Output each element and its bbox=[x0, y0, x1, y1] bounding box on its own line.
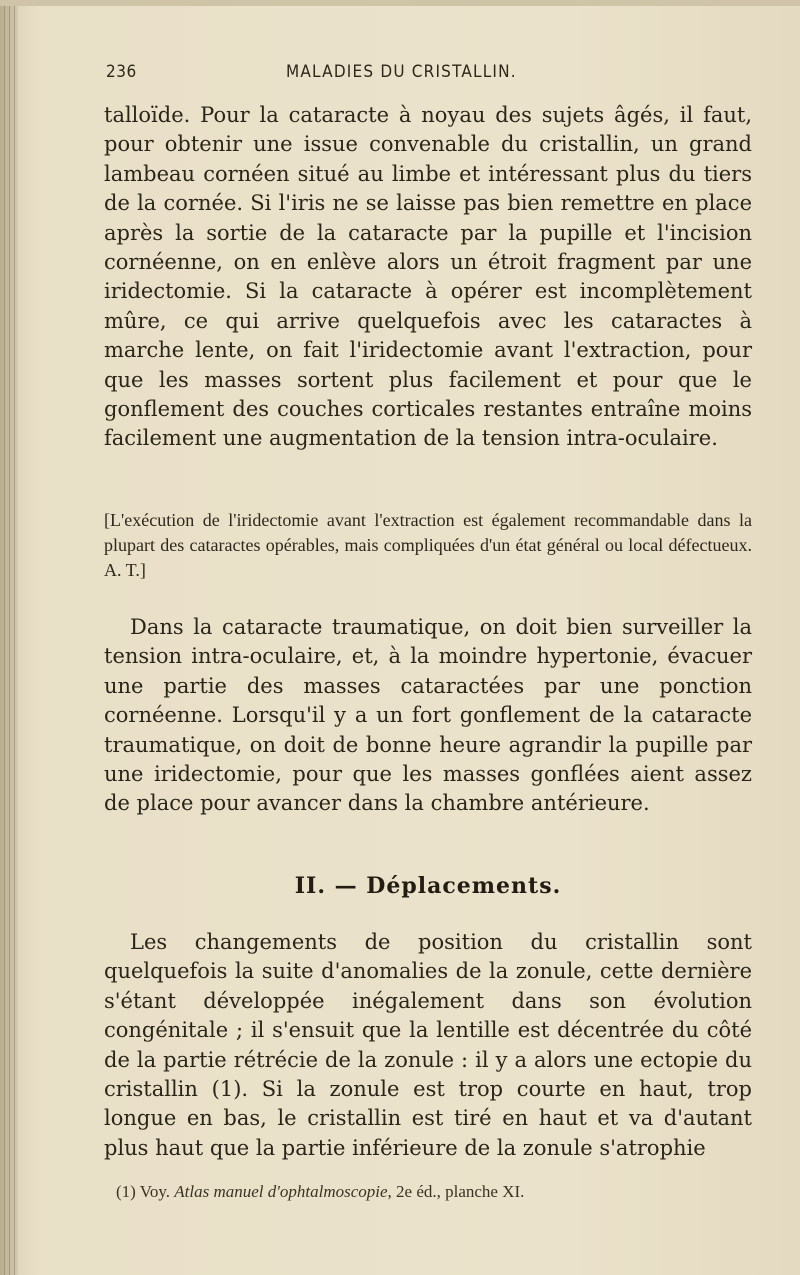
page-number: 236 bbox=[106, 62, 137, 82]
footnote-title: Atlas manuel d'ophtalmoscopie bbox=[174, 1182, 388, 1201]
footnote-marker: (1) Voy. bbox=[116, 1182, 170, 1201]
spine-line bbox=[9, 0, 10, 1275]
paragraph-displacements: Les changements de position du cristallin sont quelquefois la suite d'anomalies de la zonule, cette dernière s'étant développée inégalement dans son évolution congénitale ; il s'ensuit que la lentille est décentrée du côté de la partie rétrécie de la zonule : il y a alors une ectopie du cristallin (1). Si la zonule est trop courte en haut, trop longue en bas, le cristallin est tiré en haut et va d'autant plus haut que la partie inférieure de la zonule s'atrophie bbox=[104, 930, 752, 1160]
footnote-rest: , 2e éd., planche XI. bbox=[387, 1182, 525, 1201]
section-heading: II. — Déplacements. bbox=[294, 873, 562, 899]
page-header bbox=[104, 62, 754, 86]
paragraph-cataract-extraction: talloïde. Pour la cataracte à noyau des sujets âgés, il faut, pour obtenir une issue convenable du cristallin, un grand lambeau cornéen situé au limbe et intéressant plus du tiers de la cornée. Si l'iris ne se laisse pas bien remettre en place après la sortie de la cataracte par la pupille et l'incision cornéenne, on en enlève alors un étroit fragment par une iridectomie. Si la cataracte à opérer est incomplètement mûre, ce qui arrive quelquefois avec les cataractes à marche lente, on fait l'iridectomie avant l'extraction, pour que les masses sortent plus facilement et pour que le gonflement des couches corticales restantes entraîne moins facilement une augmentation de la tension intra-oculaire. bbox=[104, 103, 752, 451]
page-top-edge bbox=[0, 0, 800, 6]
spine-line bbox=[4, 0, 5, 1275]
spine-line bbox=[14, 0, 15, 1275]
paragraph-traumatic-cataract: Dans la cataracte traumatique, on doit bien surveiller la tension intra-oculaire, et, à la moindre hypertonie, évacuer une partie des masses cataractées par une ponction cornéenne. Lorsqu'il y a un fort gonflement de la cataracte traumatique, on doit de bonne heure agrandir la pupille par une iridectomie, pour que les masses gonflées aient assez de place pour avancer dans la chambre antérieure. bbox=[104, 615, 752, 816]
footnote bbox=[116, 1182, 756, 1202]
translator-note: [L'exécution de l'iridectomie avant l'extraction est également recommandable dans la plupart des cataractes opérables, mais compliquées d'un état général ou local défectueux. A. T.] bbox=[104, 510, 752, 580]
page-spine-shadow bbox=[0, 0, 18, 1275]
running-title: MALADIES DU CRISTALLIN. bbox=[286, 62, 517, 82]
